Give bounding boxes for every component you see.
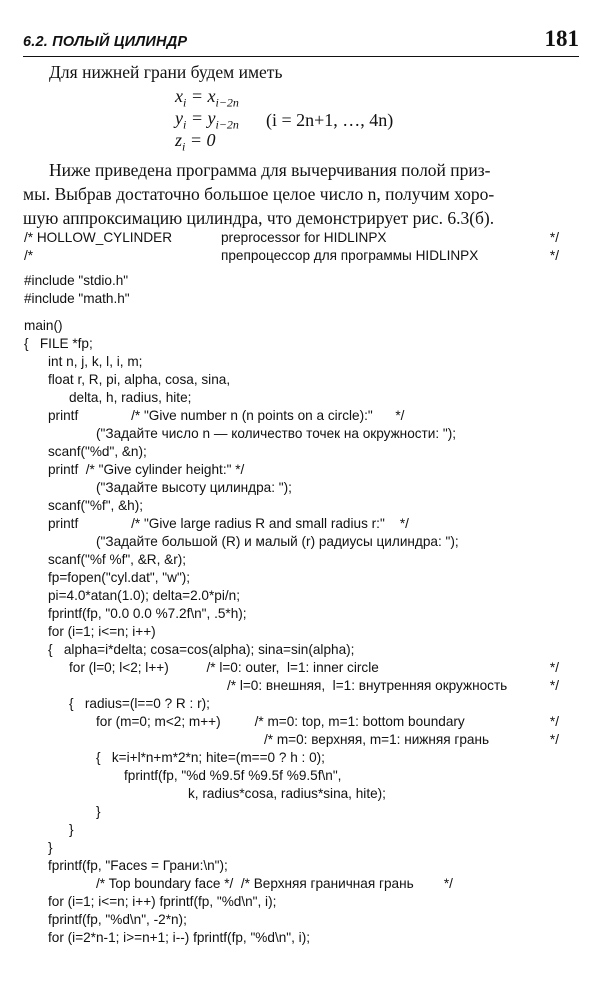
code-text: ("Задайте высоту цилиндра: ");	[96, 480, 292, 495]
code-line	[96, 713, 559, 731]
code-line	[96, 479, 559, 497]
code-text: { radius=(l==0 ? R : r);	[69, 696, 210, 711]
code-line	[48, 497, 559, 515]
code-line	[24, 317, 559, 335]
code-line	[96, 425, 559, 443]
code-line	[69, 389, 559, 407]
code-text: /*	[24, 248, 34, 263]
formula-y: $y_i = y_{i-2n}$	[175, 108, 239, 132]
code-text: fp=fopen("cyl.dat", "w");	[48, 570, 191, 585]
code-line	[48, 587, 559, 605]
code-line	[188, 785, 559, 803]
code-text: for (l=0; l<2; l++) /* l=0: outer, l=1: inner circle	[69, 660, 379, 675]
code-text: k, radius*cosa, radius*sina, hite);	[188, 786, 386, 801]
code-text: { alpha=i*delta; cosa=cos(alpha); sina=sin(alpha);	[48, 642, 355, 657]
code-text: fprintf(fp, "Faces = Грани:\n");	[48, 858, 228, 873]
comment-end: */	[549, 248, 559, 263]
code-text: main()	[24, 318, 63, 333]
code-text: /* m=0: верхняя, m=1: нижняя грань	[264, 732, 490, 747]
code-text: ("Задайте число n — количество точек на окружности: ");	[96, 426, 457, 441]
code-text: ("Задайте большой (R) и малый (r) радиусы цилиндра: ");	[96, 534, 459, 549]
body-paragraph	[23, 158, 583, 230]
code-line	[264, 731, 559, 749]
code-line	[227, 677, 559, 695]
formula-x: $x_i = x_{i-2n}$	[175, 86, 239, 110]
code-comment: preprocessor for HIDLINPX	[221, 230, 387, 245]
code-text: fprintf(fp, "0.0 0.0 %7.2f\n", .5*h);	[48, 606, 247, 621]
code-text: { k=i+l*n+m*2*n; hite=(m==0 ? h : 0);	[96, 750, 325, 765]
comment-end: */	[549, 678, 559, 693]
code-line	[24, 229, 559, 247]
code-text: }	[48, 840, 53, 855]
comment-end: */	[549, 714, 559, 729]
code-line	[48, 443, 559, 461]
formula-block	[175, 86, 435, 152]
code-text: for (m=0; m<2; m++) /* m=0: top, m=1: bottom boundary	[96, 714, 465, 729]
code-text: float r, R, pi, alpha, cosa, sina,	[48, 372, 231, 387]
code-line	[48, 839, 559, 857]
code-text: fprintf(fp, "%d\n", -2*n);	[48, 912, 187, 927]
code-line	[96, 749, 559, 767]
code-line	[48, 641, 559, 659]
code-line	[48, 515, 559, 533]
running-header	[23, 26, 579, 57]
code-text: }	[96, 804, 101, 819]
code-line	[96, 533, 559, 551]
code-line	[69, 659, 559, 677]
code-line	[48, 623, 559, 641]
code-text: for (i=1; i<=n; i++) fprintf(fp, "%d\n", i);	[48, 894, 277, 909]
formula-z: $z_i = 0$	[175, 130, 216, 154]
code-text: printf /* "Give cylinder height:" */	[48, 462, 245, 477]
paragraph-line: Ниже приведена программа для вычерчивания полой приз-	[49, 160, 491, 180]
code-text: int n, j, k, l, i, m;	[48, 354, 143, 369]
code-line	[48, 893, 559, 911]
code-text: fprintf(fp, "%d %9.5f %9.5f %9.5f\n",	[124, 768, 342, 783]
code-text: for (i=2*n-1; i>=n+1; i--) fprintf(fp, "%d\n", i);	[48, 930, 310, 945]
intro-text: Для нижней грани будем иметь	[49, 62, 283, 82]
comment-end: */	[549, 660, 559, 675]
code-line	[48, 371, 559, 389]
code-line	[124, 767, 559, 785]
code-text: pi=4.0*atan(1.0); delta=2.0*pi/n;	[48, 588, 240, 603]
code-text: for (i=1; i<=n; i++)	[48, 624, 156, 639]
formula-condition: (i = 2n+1, …, 4n)	[266, 110, 394, 130]
code-text: /* HOLLOW_CYLINDER	[24, 230, 173, 245]
code-text: printf /* "Give large radius R and small radius r:" */	[48, 516, 409, 531]
code-comment: препроцессор для программы HIDLINPX	[221, 248, 479, 263]
page-number: 181	[544, 26, 579, 51]
paragraph-line: шую аппроксимацию цилиндра, что демонстрирует рис. 6.3(б).	[23, 208, 495, 228]
code-line	[48, 857, 559, 875]
comment-end: */	[549, 230, 559, 245]
code-line	[24, 272, 559, 290]
code-text: scanf("%f", &h);	[48, 498, 144, 513]
code-line	[24, 335, 559, 353]
code-line	[48, 353, 559, 371]
section-title: 6.2. ПОЛЫЙ ЦИЛИНДР	[23, 34, 188, 50]
code-line	[48, 569, 559, 587]
code-line	[48, 929, 559, 947]
code-text: delta, h, radius, hite;	[69, 390, 192, 405]
code-line	[48, 605, 559, 623]
code-line	[48, 551, 559, 569]
code-text: { FILE *fp;	[24, 336, 93, 351]
code-line	[48, 911, 559, 929]
code-text: }	[69, 822, 74, 837]
code-text: printf /* "Give number n (n points on a circle):" */	[48, 408, 405, 423]
code-line	[69, 695, 559, 713]
code-line	[24, 247, 559, 265]
code-line	[96, 875, 559, 893]
code-text: #include "math.h"	[24, 291, 130, 306]
code-text: #include "stdio.h"	[24, 273, 129, 288]
code-text: scanf("%f %f", &R, &r);	[48, 552, 187, 567]
code-line	[48, 407, 559, 425]
code-line	[69, 821, 559, 839]
comment-end: */	[549, 732, 559, 747]
code-line	[48, 461, 559, 479]
paragraph-line: мы. Выбрав достаточно большое целое число n, получим хоро-	[23, 184, 495, 204]
code-text: scanf("%d", &n);	[48, 444, 147, 459]
code-line	[96, 803, 559, 821]
code-line	[24, 290, 559, 308]
code-text: /* Top boundary face */ /* Верхняя граничная грань */	[96, 876, 453, 891]
code-text: /* l=0: внешняя, l=1: внутренняя окружность	[227, 678, 508, 693]
